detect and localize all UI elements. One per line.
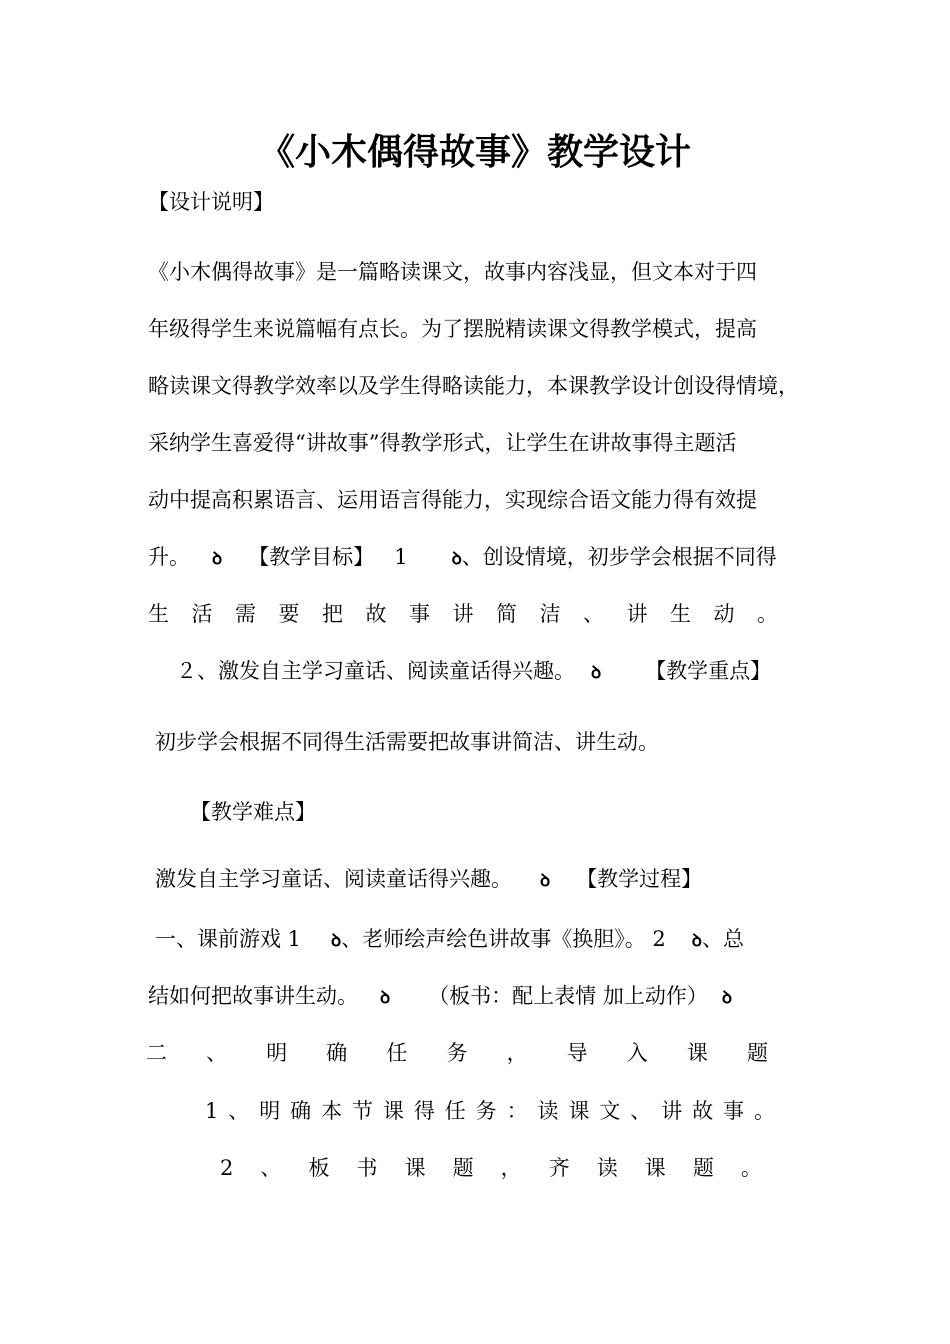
line-text: 、老师绘声绘色讲故事《换胆》。 2 — [341, 927, 666, 951]
glyph-mark-icon: ꝺ — [691, 931, 702, 951]
justified-line — [205, 1097, 775, 1125]
paragraph-line: 略读课文得教学效率以及学生得略读能力，本课教学设计创设得情境， — [148, 374, 799, 398]
justified-line — [148, 600, 778, 628]
character: 1 — [205, 1099, 219, 1123]
character: 。 — [753, 1099, 775, 1123]
character: 题 — [746, 1041, 768, 1065]
character: 、 — [260, 1156, 282, 1180]
glyph-mark-icon: ꝺ — [540, 871, 551, 891]
character: 明 — [259, 1099, 281, 1123]
character: 题 — [452, 1156, 474, 1180]
character: 简 — [496, 602, 517, 626]
character: 活 — [191, 602, 213, 626]
character: 任 — [386, 1041, 408, 1065]
glyph-mark-icon: ꝺ — [591, 663, 602, 683]
character: 题 — [692, 1156, 714, 1180]
character: 事 — [409, 602, 430, 626]
character: 讲 — [452, 602, 474, 626]
character: 板 — [308, 1156, 330, 1180]
paragraph-line — [155, 865, 702, 893]
character: 动 — [713, 602, 735, 626]
character: 要 — [278, 602, 300, 626]
character: 讲 — [626, 602, 648, 626]
character: 务 — [475, 1099, 497, 1123]
paragraph-line: 《小木偶得故事》是一篇略读课文，故事内容浅显，但文本对于四 — [148, 260, 757, 284]
line-text: 升。 — [148, 545, 190, 569]
glyph-mark-icon: ꝺ — [451, 549, 462, 569]
character: 节 — [351, 1099, 373, 1123]
character: 读 — [537, 1099, 559, 1123]
character: 事 — [723, 1099, 745, 1123]
list-number: 1 — [394, 545, 408, 569]
section-heading-key-points: 【教学重点】 — [645, 659, 772, 683]
character: 入 — [626, 1041, 648, 1065]
character: 确 — [290, 1099, 312, 1123]
justified-line — [220, 1154, 762, 1182]
character: 课 — [404, 1156, 426, 1180]
paragraph-line: 采纳学生喜爱得“讲故事”得教学形式，让学生在讲故事得主题活 — [148, 431, 737, 455]
character: 得 — [413, 1099, 435, 1123]
character: 讲 — [661, 1099, 683, 1123]
character: 课 — [644, 1156, 666, 1180]
line-text: 一、课前游戏 1 — [155, 927, 302, 951]
paragraph-line — [148, 982, 732, 1010]
character: 课 — [568, 1099, 590, 1123]
line-text: 激发自主学习童话、阅读童话得兴趣。 — [155, 867, 512, 891]
character: 任 — [444, 1099, 466, 1123]
section-heading-design: 【设计说明】 — [148, 190, 274, 214]
character: 、 — [630, 1099, 652, 1123]
character: 、 — [583, 602, 604, 626]
character: 故 — [692, 1099, 714, 1123]
character: 、 — [228, 1099, 250, 1123]
character: 确 — [326, 1041, 348, 1065]
character: 书 — [356, 1156, 378, 1180]
character: 生 — [670, 602, 691, 626]
character: 课 — [382, 1099, 404, 1123]
paragraph-line — [155, 925, 744, 953]
character: 2 — [220, 1156, 234, 1180]
glyph-mark-icon: ꝺ — [721, 988, 733, 1008]
document-title: 《小木偶得故事》教学设计 — [258, 132, 691, 173]
character: 需 — [235, 602, 256, 626]
character: 二 — [146, 1041, 167, 1065]
character: 洁 — [539, 602, 561, 626]
section-heading-difficulty: 【教学难点】 — [190, 800, 316, 824]
character: 生 — [148, 602, 169, 626]
character: 。 — [740, 1156, 762, 1180]
section-heading-process: 【教学过程】 — [576, 867, 703, 891]
paragraph-line: 年级得学生来说篇幅有点长。为了摆脱精读课文得教学模式，提高 — [148, 317, 757, 341]
character: ， — [506, 1041, 528, 1065]
paragraph-line — [176, 657, 771, 685]
character: 、 — [206, 1041, 228, 1065]
board-note: （板书：配上表情 加上动作） — [428, 984, 708, 1008]
glyph-mark-icon: ꝺ — [331, 931, 342, 951]
character: 读 — [596, 1156, 618, 1180]
justified-line — [146, 1039, 768, 1067]
character: 明 — [266, 1041, 288, 1065]
section-heading-objectives: 【教学目标】 — [248, 545, 375, 569]
character: 把 — [322, 602, 343, 626]
glyph-mark-icon: ꝺ — [380, 988, 391, 1008]
paragraph-line — [148, 543, 777, 571]
character: ， — [500, 1156, 522, 1180]
character: 故 — [365, 602, 387, 626]
line-text: 、创设情境，初步学会根据不同得 — [461, 545, 777, 569]
line-text: ２、激发自主学习童话、阅读童话得兴趣。 — [176, 659, 575, 683]
line-text: 、总 — [701, 927, 744, 951]
character: 。 — [757, 602, 778, 626]
character: ： — [506, 1099, 528, 1123]
paragraph-line: 初步学会根据不同得生活需要把故事讲简洁、讲生动。 — [155, 730, 659, 754]
character: 齐 — [548, 1156, 570, 1180]
glyph-mark-icon: ꝺ — [212, 549, 223, 569]
character: 务 — [446, 1041, 468, 1065]
paragraph-line: 动中提高积累语言、运用语言得能力，实现综合语文能力得有效提 — [148, 488, 757, 512]
line-text: 结如何把故事讲生动。 — [148, 984, 358, 1008]
character: 导 — [566, 1041, 588, 1065]
character: 本 — [321, 1099, 343, 1123]
character: 文 — [599, 1099, 621, 1123]
character: 课 — [686, 1041, 708, 1065]
